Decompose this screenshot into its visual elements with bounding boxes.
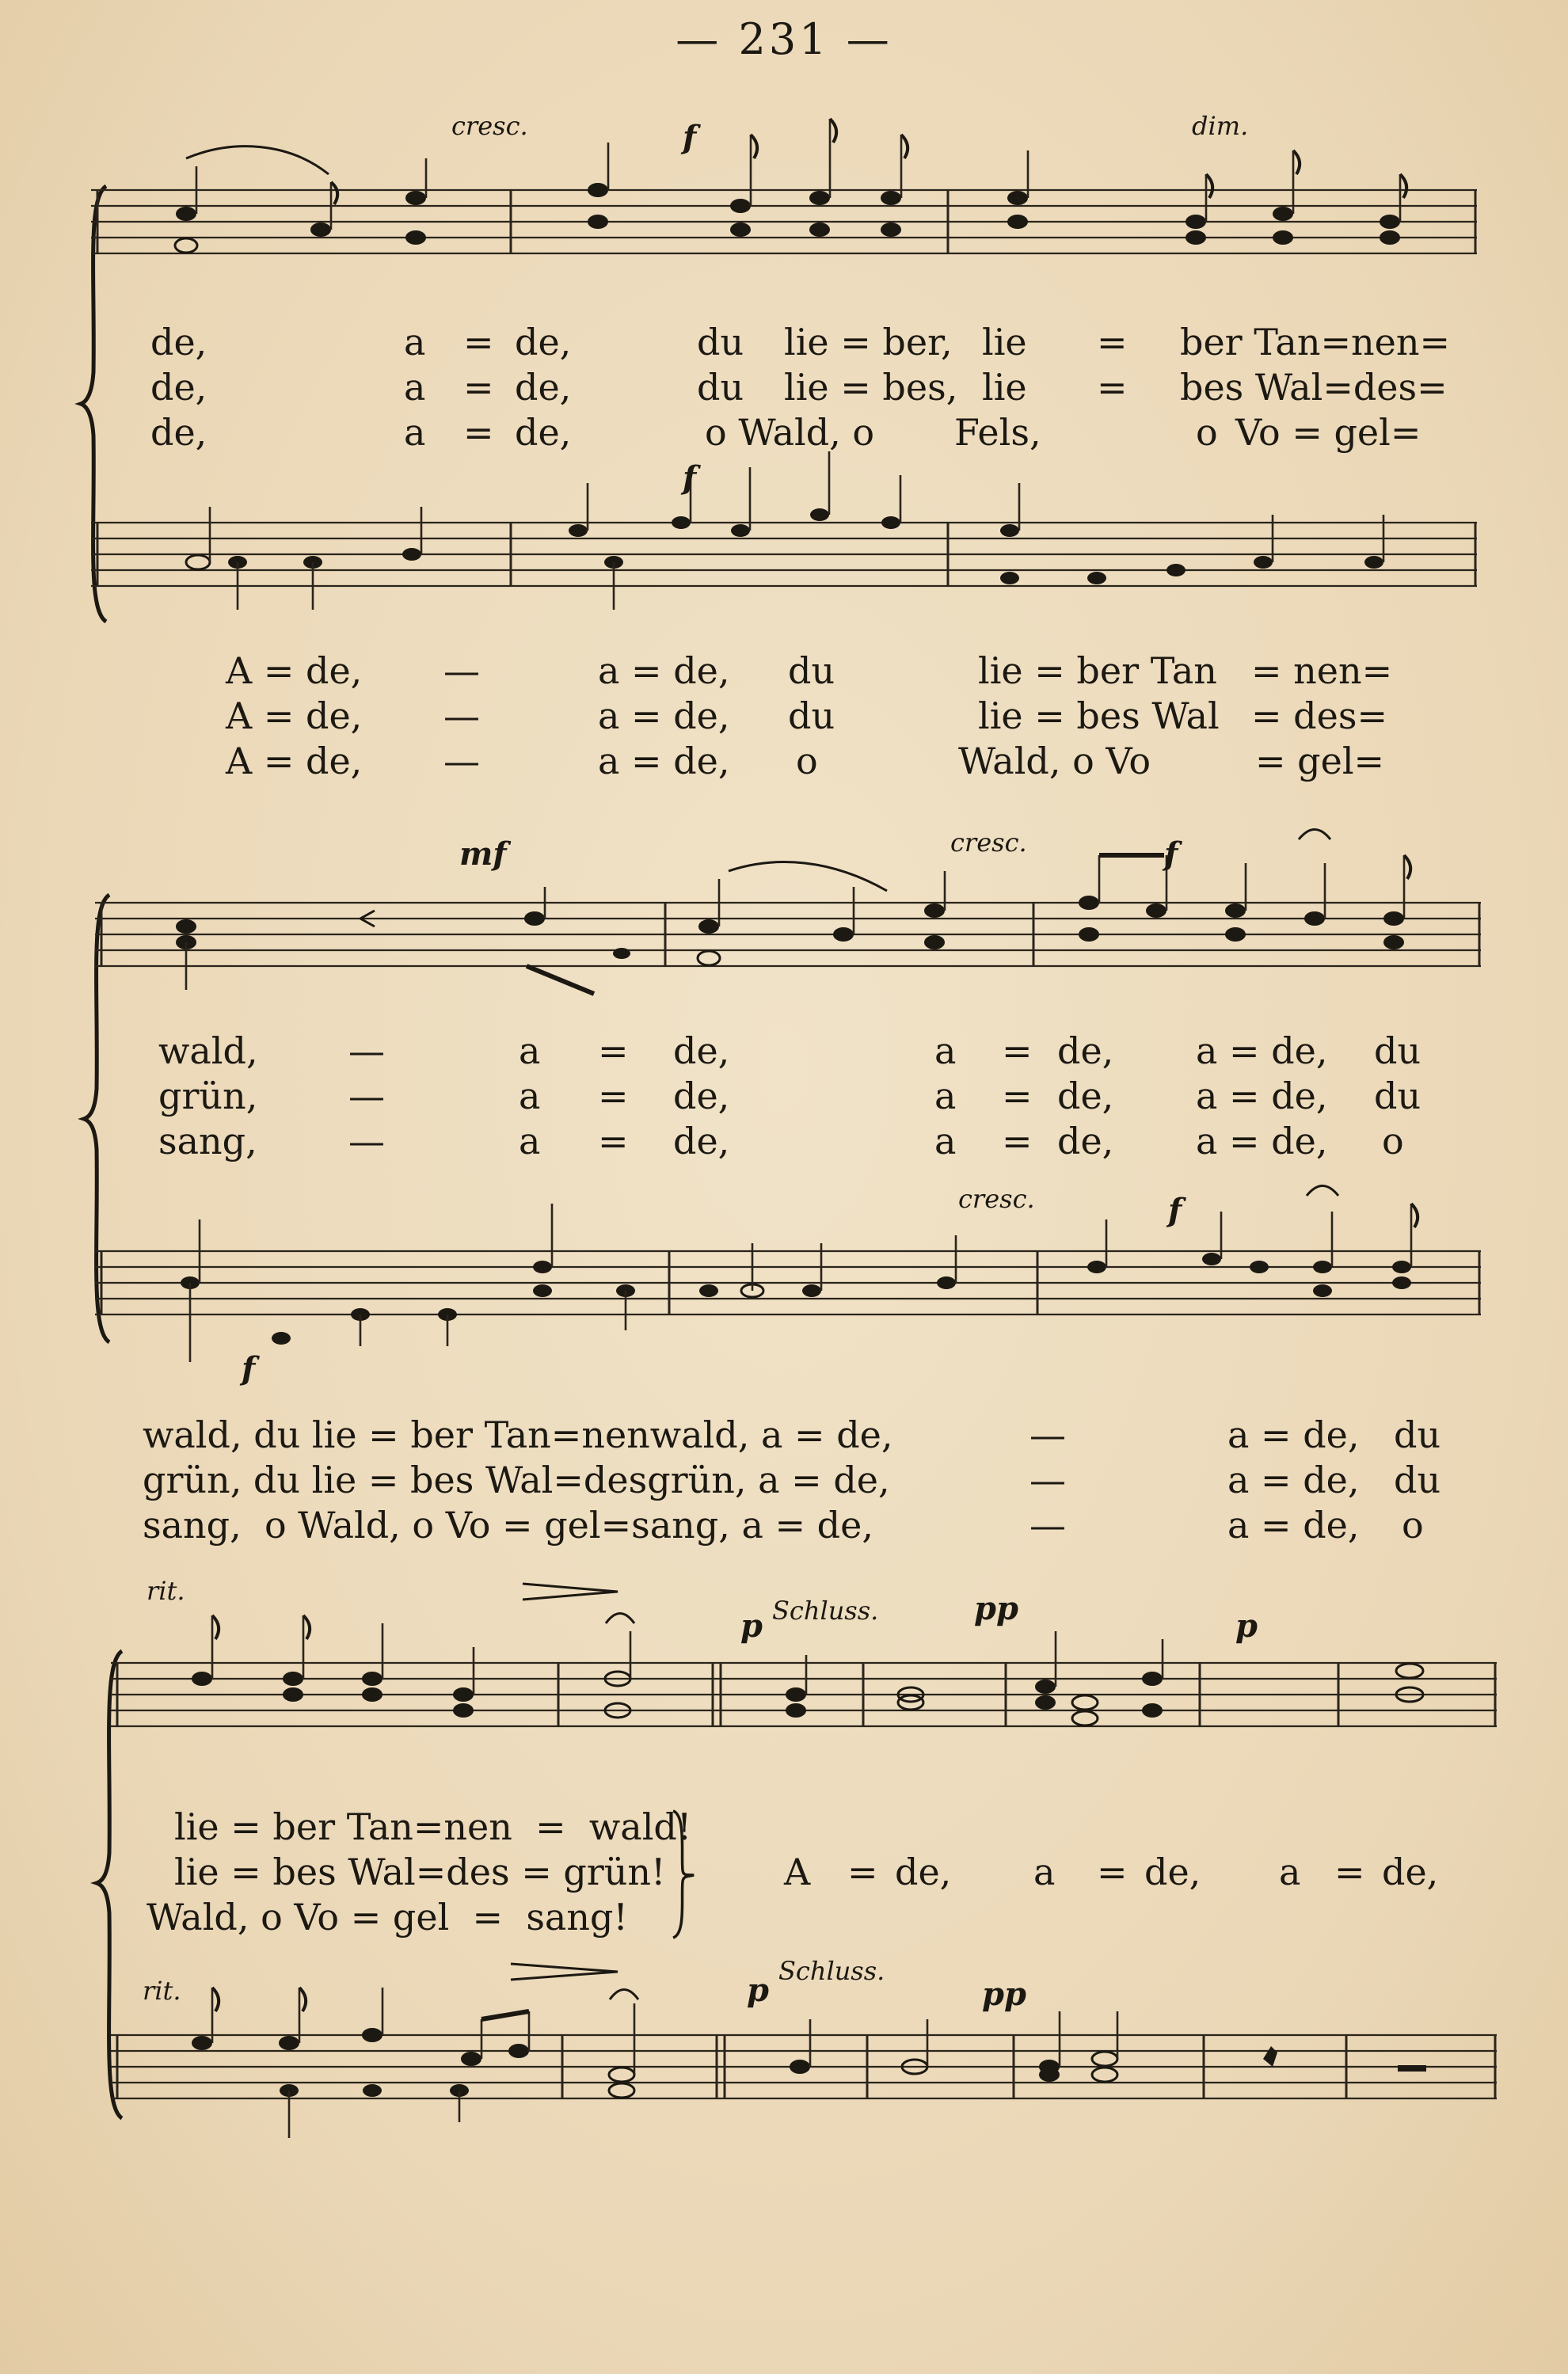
label-schluss: Schluss. — [778, 1956, 885, 1986]
lyric-line: A = de, — a = de, du lie = bes Wal = des= — [226, 694, 1387, 737]
dynamic-forte: f — [683, 459, 697, 496]
dynamic-cresc: cresc. — [451, 111, 528, 141]
dynamic-dim: dim. — [1192, 111, 1249, 141]
staff-3-lower — [111, 1956, 1505, 2170]
dynamic-cresc: cresc. — [958, 1184, 1035, 1214]
tempo-ritardando: rit. — [143, 1976, 181, 2006]
lyric-line: de, a = de, du lie = bes, lie = bes Wal=des= — [150, 366, 1448, 409]
dynamic-forte: f — [1168, 1192, 1182, 1229]
dynamic-cresc: cresc. — [950, 827, 1027, 858]
dynamic-piano: p — [747, 1972, 769, 2009]
label-schluss: Schluss. — [772, 1596, 879, 1626]
lyric-line: de, a = de, o Wald, o Fels, o Vo = gel= — [150, 411, 1421, 454]
staff-2-upper — [95, 855, 1489, 1037]
lyric-line: wald, — a = de, a = de, a = de, du — [158, 1029, 1421, 1072]
tempo-ritardando: rit. — [147, 1576, 185, 1606]
lyric-line: A = de, — a = de, du lie = ber Tan = nen= — [226, 649, 1393, 692]
dynamic-pianissimo: pp — [982, 1976, 1026, 2013]
dynamic-forte: f — [683, 119, 697, 156]
lyric-line: lie = ber Tan=nen = wald! — [174, 1805, 692, 1848]
refrain-lyrics: A = de, a = de, a = de, — [784, 1851, 1439, 1893]
lyric-line: de, a = de, du lie = ber, lie = ber Tan=nen= — [150, 321, 1451, 363]
lyric-line: grün, — a = de, a = de, a = de, du — [158, 1075, 1421, 1117]
lyric-line: Wald, o Vo = gel = sang! — [147, 1896, 628, 1938]
dynamic-piano: p — [1235, 1607, 1258, 1645]
dynamic-forte: f — [242, 1350, 256, 1387]
staff-1-upper — [91, 143, 1485, 325]
lyric-line: lie = bes Wal=des = grün! — [174, 1851, 666, 1893]
dynamic-pianissimo: pp — [974, 1590, 1018, 1627]
refrain-brace — [672, 1807, 695, 1942]
dynamic-mezzoforte: mf — [459, 835, 507, 873]
lyric-line: grün, du lie = bes Wal=desgrün, a = de, — a = de, du — [143, 1459, 1441, 1501]
lyric-line: sang, — a = de, a = de, a = de, o — [158, 1120, 1404, 1162]
dynamic-piano: p — [740, 1607, 763, 1645]
page-number: — 231 — — [676, 14, 892, 64]
staff-1-lower — [91, 475, 1485, 657]
lyric-line: A = de, — a = de, o Wald, o Vo = gel= — [226, 740, 1385, 782]
lyric-line: wald, du lie = ber Tan=nenwald, a = de, — a = de, du — [143, 1413, 1441, 1456]
staff-2-lower — [95, 1204, 1489, 1402]
lyric-line: sang, o Wald, o Vo = gel=sang, a = de, — a = de, o — [143, 1504, 1424, 1547]
dynamic-forte: f — [1164, 835, 1178, 873]
